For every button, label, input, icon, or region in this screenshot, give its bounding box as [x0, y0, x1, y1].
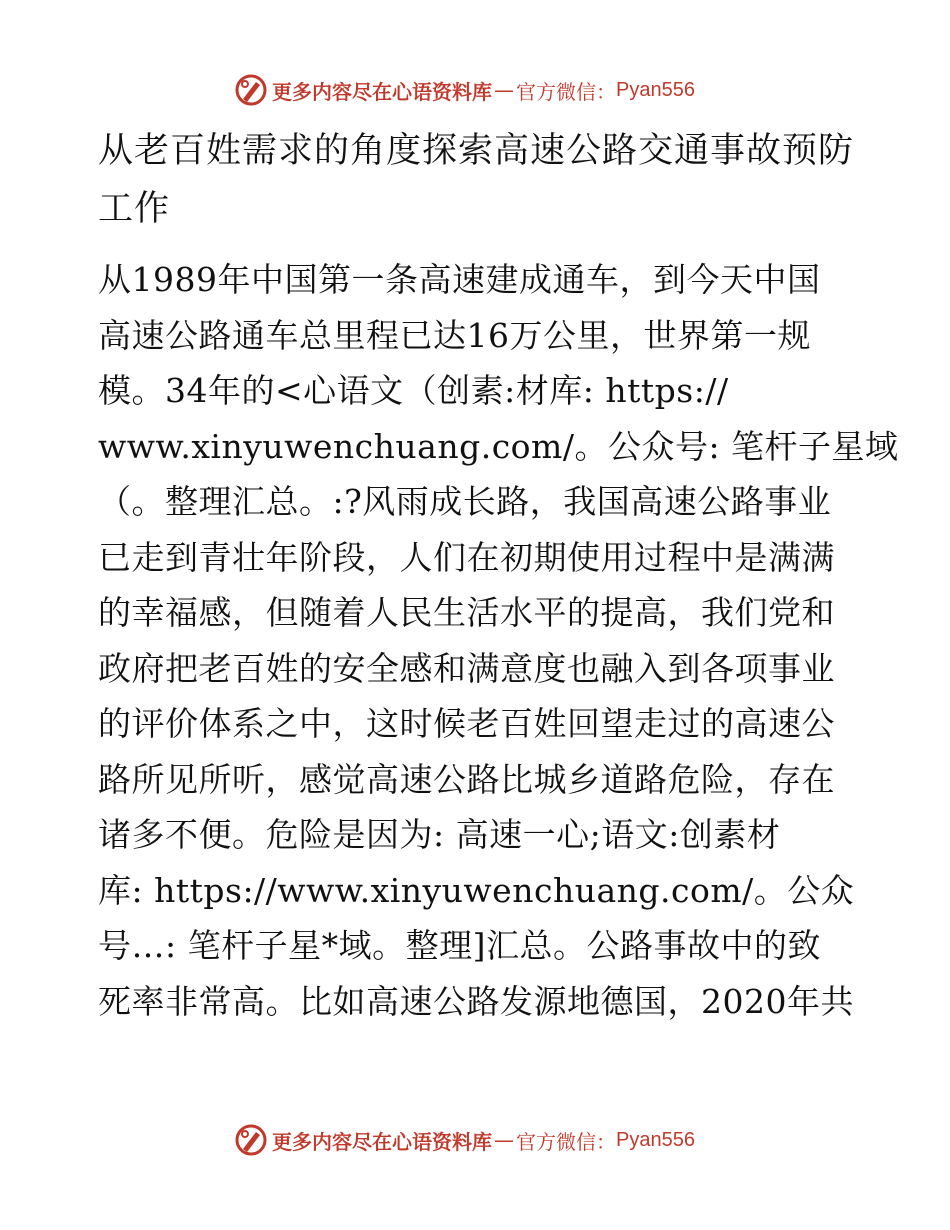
- body-line: 的评价体系之中，这时候老百姓回望走过的高速公: [98, 704, 835, 743]
- pen-logo-icon: [234, 1123, 268, 1157]
- banner-wechat-label: 官方微信：: [516, 1129, 616, 1154]
- document-title: 从老百姓需求的角度探索高速公路交通事故预防工作: [98, 131, 855, 229]
- banner-wechat-label: 官方微信：: [516, 79, 616, 104]
- footer-banner: [234, 1120, 754, 1160]
- body-line: （。整理汇总。:?风雨成长路，我国高速公路事业: [98, 482, 832, 521]
- banner-slogan: 更多内容尽在心语资料库: [272, 1129, 492, 1154]
- banner-dash: —: [494, 78, 514, 102]
- body-line: 诸多不便。危险是因为: 高速一心;语文:创素材: [98, 815, 781, 854]
- body-line: 政府把老百姓的安全感和满意度也融入到各项事业: [98, 648, 835, 688]
- body-line: 高速公路通车总里程已达16万公里，世界第一规: [98, 315, 811, 355]
- body-line: 死率非常高。比如高速公路发源地德国，2020年共: [98, 981, 854, 1021]
- banner-dash: —: [494, 1128, 514, 1152]
- banner-wechat-id: Pyan556: [616, 1128, 695, 1151]
- body-line: 已走到青壮年阶段，人们在初期使用过程中是满满: [98, 537, 835, 577]
- document-body: [98, 252, 899, 1029]
- body-line: www.xinyuwenchuang.com/。公众号: 笔杆子星域: [98, 426, 899, 466]
- body-line: 模。34年的<心语文（创素:材库: https://: [98, 371, 729, 410]
- banner-wechat-id: Pyan556: [616, 78, 695, 101]
- body-line: 从1989年中国第一条高速建成通车，到今天中国: [98, 260, 821, 299]
- body-line: 的幸福感，但随着人民生活水平的提高，我们党和: [98, 593, 835, 632]
- header-banner: [234, 70, 754, 110]
- banner-slogan: 更多内容尽在心语资料库: [272, 79, 492, 104]
- pen-logo-icon: [234, 73, 268, 107]
- body-line: 库: https://www.xinyuwenchuang.com/。公众: [98, 870, 855, 910]
- body-line: 号…: 笔杆子星*域。整理]汇总。公路事故中的致: [98, 926, 821, 965]
- body-line: 路所见所听，感觉高速公路比城乡道路危险，存在: [98, 759, 835, 799]
